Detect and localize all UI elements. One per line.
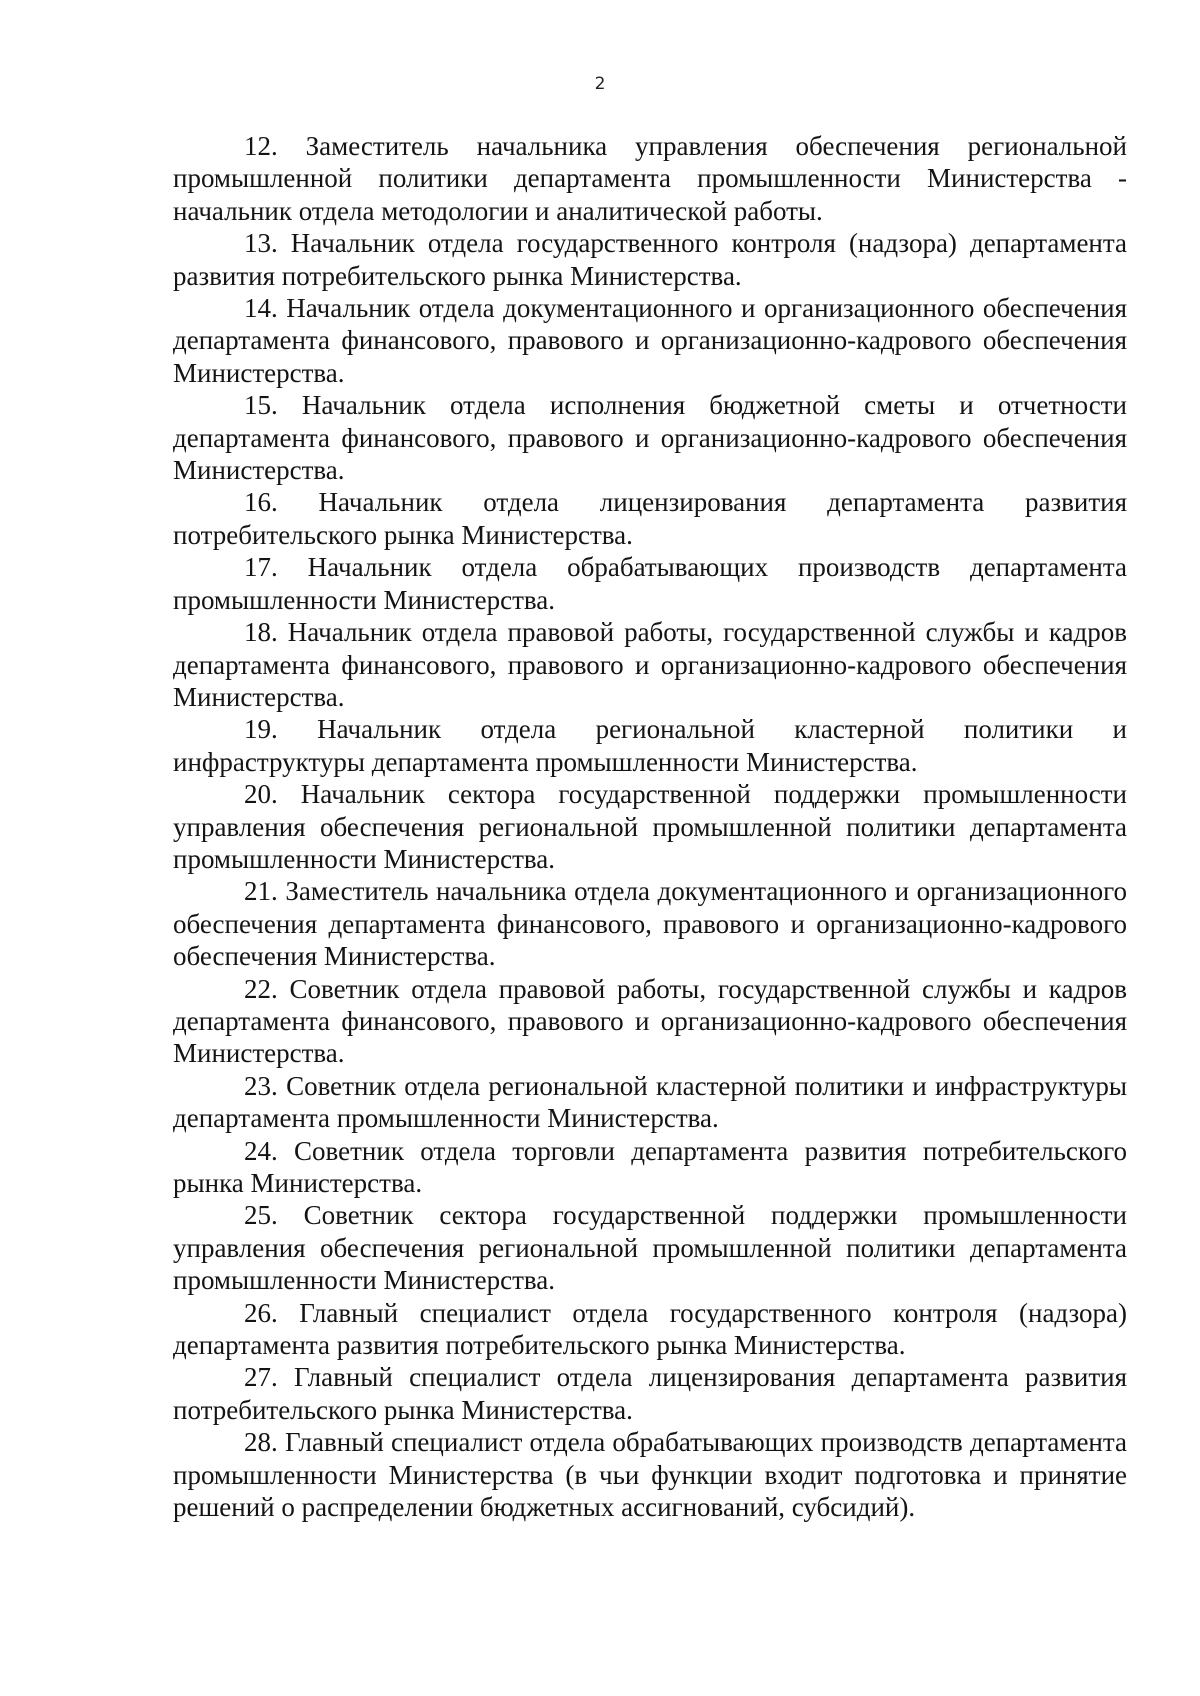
list-item-19: 19. Начальник отдела региональной кластерной политики и инфраструктуры департамента промышленности Министерства. — [173, 714, 1127, 777]
list-item-27: 27. Главный специалист отдела лицензирования департамента развития потребительского рынка Министерства. — [173, 1362, 1127, 1425]
list-item-25: 25. Советник сектора государственной поддержки промышленности управления обеспечения региональной промышленной политики департамента промышленности Министерства. — [173, 1200, 1127, 1296]
list-item-16: 16. Начальник отдела лицензирования департамента развития потребительского рынка Министерства. — [173, 487, 1127, 550]
list-item-13: 13. Начальник отдела государственного контроля (надзора) департамента развития потребительского рынка Министерства. — [173, 228, 1127, 291]
page-number: 2 — [594, 74, 606, 94]
list-item-23: 23. Советник отдела региональной кластерной политики и инфраструктуры департамента промышленности Министерства. — [173, 1070, 1127, 1134]
list-item-21: 21. Заместитель начальника отдела документационного и организационного обеспечения департамента финансового, правового и организационно-кадрового обеспечения Министерства. — [173, 876, 1127, 972]
list-item-28: 28. Главный специалист отдела обрабатывающих производств департамента промышленности Министерства (в чьи функции входит подготовка и принятие решений о распределении бюджетных ассигнований, субсидий). — [173, 1427, 1127, 1523]
list-item-15: 15. Начальник отдела исполнения бюджетной сметы и отчетности департамента финансового, правового и организационно-кадрового обеспечения Министерства. — [173, 390, 1127, 486]
position-list — [173, 130, 1127, 1523]
list-item-14: 14. Начальник отдела документационного и организационного обеспечения департамента финансового, правового и организационно-кадрового обеспечения Министерства. — [173, 293, 1127, 388]
list-item-22: 22. Советник отдела правовой работы, государственной службы и кадров департамента финансового, правового и организационно-кадрового обеспечения Министерства. — [173, 973, 1127, 1069]
list-item-12: 12. Заместитель начальника управления обеспечения региональной промышленной политики департамента промышленности Министерства - начальник отдела методологии и аналитической работы. — [173, 131, 1127, 226]
list-item-26: 26. Главный специалист отдела государственного контроля (надзора) департамента развития потребительского рынка Министерства. — [173, 1297, 1127, 1361]
list-item-24: 24. Советник отдела торговли департамента развития потребительского рынка Министерства. — [173, 1135, 1127, 1198]
list-item-18: 18. Начальник отдела правовой работы, государственной службы и кадров департамента финансового, правового и организационно-кадрового обеспечения Министерства. — [173, 617, 1127, 712]
list-item-17: 17. Начальник отдела обрабатывающих производств департамента промышленности Министерства. — [173, 552, 1127, 615]
list-item-20: 20. Начальник сектора государственной поддержки промышленности управления обеспечения региональной промышленной политики департамента промышленности Министерства. — [173, 779, 1127, 874]
